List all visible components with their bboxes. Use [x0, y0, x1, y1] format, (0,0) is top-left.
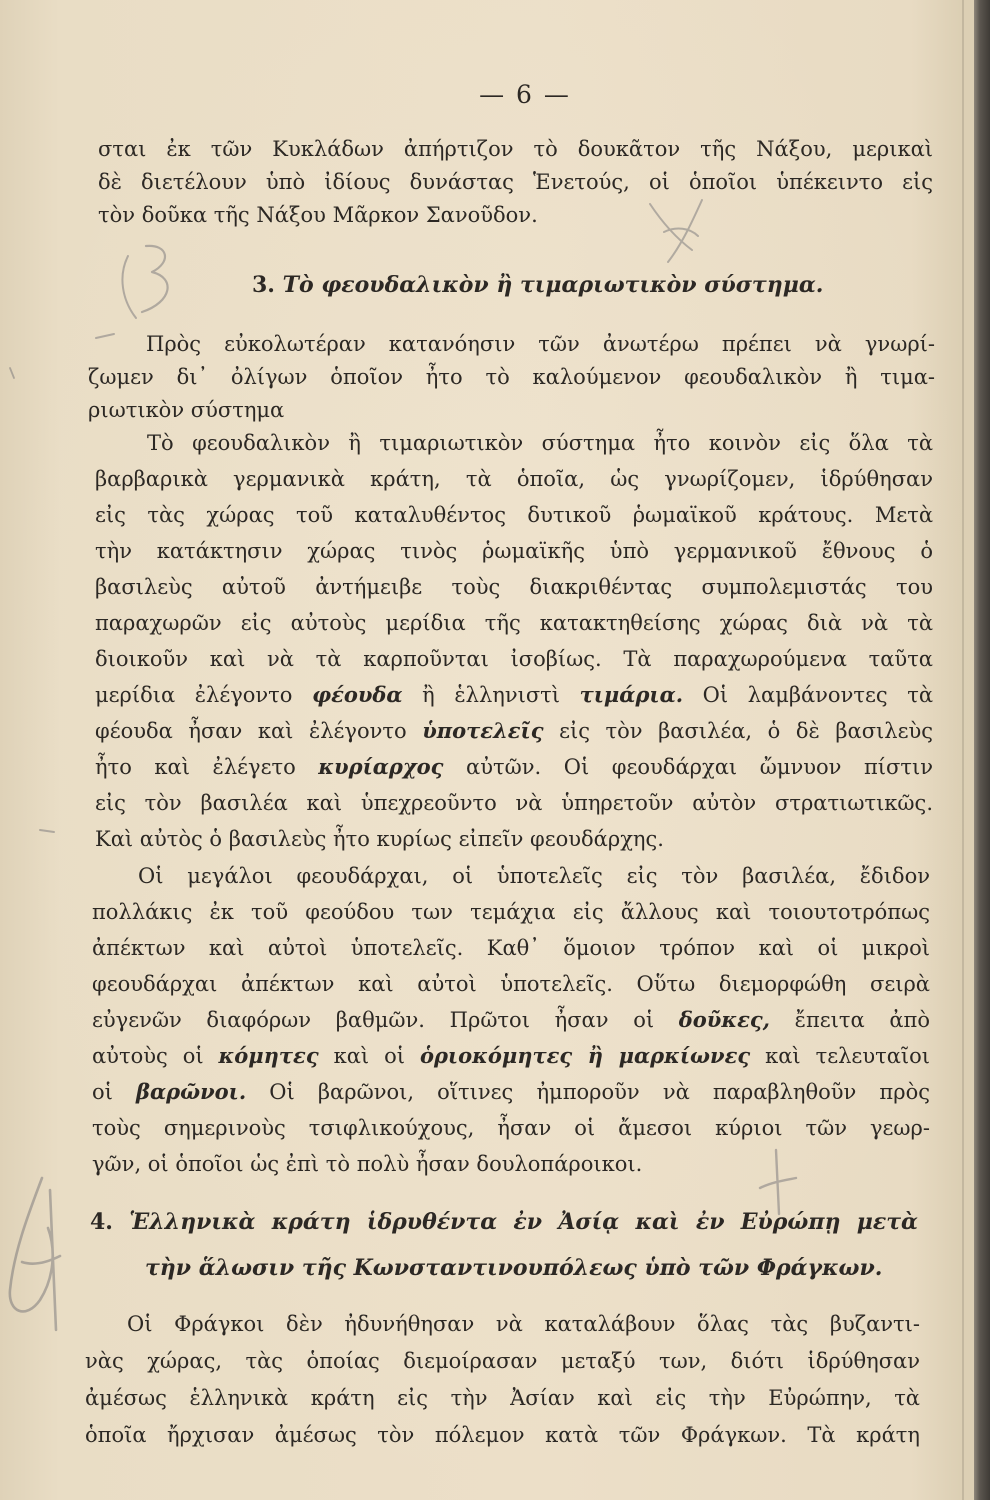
- text-line: [92, 930, 930, 966]
- line-text: βαρβαρικὰ γερμανικὰ κράτη, τὰ ὁποῖα, ὡς γνωρίζομεν, ἱδρύθησαν: [95, 467, 933, 491]
- emphasized-term: δοῦκες,: [678, 1007, 770, 1032]
- text-line: [85, 1380, 920, 1417]
- line-text: καὶ τελευταῖοι: [750, 1044, 930, 1068]
- text-line: [252, 267, 872, 303]
- emphasized-term: ὁριοκόμητες ἢ μαρκίωνες: [419, 1043, 751, 1068]
- line-text: Οἱ βαρῶνοι, οἵτινες ἠμποροῦν νὰ παραβληθοῦν πρὸς: [246, 1080, 930, 1104]
- text-line: [85, 1343, 920, 1380]
- line-text: ἀμέσως ἑλληνικὰ κράτη εἰς τὴν Ἀσίαν καὶ εἰς τὴν Εὐρώπην, τὰ: [85, 1386, 920, 1410]
- text-line: [95, 713, 933, 749]
- line-text: ἀπέκτων καὶ αὐτοὶ ὑποτελεῖς. Καθ᾽ ὅμοιον τρόπον καὶ οἱ μικροὶ: [92, 936, 930, 960]
- text-line: [95, 425, 933, 461]
- scan-edge: [974, 0, 990, 1500]
- text-line: [92, 966, 930, 1002]
- emphasized-term: φέουδα: [312, 682, 403, 707]
- line-text: βασιλεὺς αὐτοῦ ἀντήμειβε τοὺς διακριθέντας συμπολεμιστάς του: [95, 575, 933, 599]
- emphasized-term: κυρίαρχος: [318, 754, 444, 779]
- paragraph: [85, 1306, 920, 1454]
- paragraph: [92, 858, 930, 1182]
- paragraph: [98, 133, 933, 232]
- text-line: [98, 133, 933, 166]
- section-number: 3.: [252, 272, 275, 298]
- line-text: Οἱ Φράγκοι δὲν ἠδυνήθησαν νὰ καταλάβουν ὅλας τὰς βυζαντι-: [127, 1312, 920, 1336]
- text-line: [85, 1306, 920, 1343]
- line-text: φέουδα ἦσαν καὶ ἐλέγοντο: [95, 719, 423, 743]
- section-heading: [90, 1199, 918, 1291]
- text-line: [92, 858, 930, 894]
- text-line: [88, 361, 935, 394]
- section-heading: [252, 267, 872, 303]
- line-text: Καὶ αὐτὸς ὁ βασιλεὺς ἦτο κυρίως εἰπεῖν φεουδάρχης.: [95, 827, 664, 851]
- emphasized-term: κόμητες: [218, 1043, 319, 1068]
- line-text: Τὸ φεουδαλικὸν ἢ τιμαριωτικὸν σύστημα.: [282, 272, 824, 298]
- pencil-bracket-mark: [122, 256, 136, 318]
- line-text: διοικοῦν καὶ νὰ τὰ καρποῦνται ἰσοβίως. Τὰ παραχωρούμενα ταῦτα: [95, 647, 933, 671]
- text-line: [95, 785, 933, 821]
- line-text: Οἱ μεγάλοι φεουδάρχαι, οἱ ὑποτελεῖς εἰς τὸν βασιλέα, ἔδιδον: [138, 864, 930, 888]
- paragraph: [95, 425, 933, 857]
- line-text: Ἑλληνικὰ κράτη ἱδρυθέντα ἐν Ἀσίᾳ καὶ ἐν Εὐρώπῃ μετὰ: [129, 1209, 918, 1235]
- line-text: ζωμεν δι᾽ ὀλίγων ὁποῖον ἦτο τὸ καλούμενον φεουδαλικὸν ἢ τιμα-: [88, 365, 935, 389]
- line-text: παραχωρῶν εἰς αὐτοὺς μερίδια τῆς κατακτηθείσης χώρας διὰ νὰ τὰ: [95, 611, 933, 635]
- line-text: Τὸ φεουδαλικὸν ἢ τιμαριωτικὸν σύστημα ἦτο κοινὸν εἰς ὅλα τὰ: [147, 431, 933, 455]
- emphasized-term: βαρῶνοι.: [136, 1079, 247, 1104]
- text-line: [90, 1199, 918, 1245]
- line-text: οἱ: [92, 1080, 137, 1104]
- page-number: — 6 —: [479, 80, 571, 109]
- text-line: [90, 1245, 918, 1291]
- line-text: ἔπειτα ἀπὸ: [769, 1008, 930, 1032]
- pencil-tick-mark: [10, 368, 14, 378]
- line-text: ἦτο καὶ ἐλέγετο: [95, 755, 319, 779]
- line-text: Πρὸς εὐκολωτέραν κατανόησιν τῶν ἀνωτέρω πρέπει νὰ γνωρί-: [146, 332, 935, 356]
- line-text: μερίδια ἐλέγοντο: [95, 683, 313, 707]
- text-line: [88, 328, 935, 361]
- text-line: [92, 894, 930, 930]
- text-line: [95, 497, 933, 533]
- text-line: [92, 1074, 930, 1110]
- line-text: καὶ οἱ: [318, 1044, 420, 1068]
- line-text: εὐγενῶν διαφόρων βαθμῶν. Πρῶτοι ἦσαν οἱ: [92, 1008, 679, 1032]
- section-number: 4.: [90, 1209, 113, 1235]
- text-line: [95, 749, 933, 785]
- text-line: [92, 1002, 930, 1038]
- text-line: [95, 641, 933, 677]
- line-text: τὴν ἅλωσιν τῆς Κωνσταντινουπόλεως ὑπὸ τῶν Φράγκων.: [145, 1255, 883, 1281]
- line-text: τὸν δοῦκα τῆς Νάξου Μᾶρκον Σανοῦδον.: [98, 203, 538, 227]
- line-text: τοὺς σημερινοὺς τσιφλικούχους, ἦσαν οἱ ἄμεσοι κύριοι τῶν γεωρ-: [92, 1116, 930, 1140]
- text-line: [95, 677, 933, 713]
- paragraph: [88, 328, 935, 427]
- pencil-dash-mark: [40, 830, 54, 832]
- text-line: [95, 821, 933, 857]
- line-text: γῶν, οἱ ὁποῖοι ὡς ἐπὶ τὸ πολὺ ἦσαν δουλοπάροικοι.: [92, 1152, 643, 1176]
- line-text: ὁποῖα ἤρχισαν ἀμέσως τὸν πόλεμον κατὰ τῶν Φράγκων. Τὰ κράτη: [85, 1423, 920, 1447]
- text-line: [98, 166, 933, 199]
- text-line: [95, 461, 933, 497]
- line-text: νὰς χώρας, τὰς ὁποίας διεμοίρασαν μεταξύ των, διότι ἱδρύθησαν: [85, 1349, 920, 1373]
- line-text: εἰς τὰς χώρας τοῦ καταλυθέντος δυτικοῦ ῥωμαϊκοῦ κράτους. Μετὰ: [95, 503, 933, 527]
- line-text: φεουδάρχαι ἀπέκτων καὶ αὐτοὶ ὑποτελεῖς. Οὕτω διεμορφώθη σειρὰ: [92, 972, 930, 996]
- emphasized-term: τιμάρια.: [579, 682, 684, 707]
- text-line: [92, 1110, 930, 1146]
- pencil-margin-numeral-mark: [10, 1178, 60, 1330]
- line-text: σται ἐκ τῶν Κυκλάδων ἀπήρτιζον τὸ δουκᾶτον τῆς Νάξου, μερικαὶ: [98, 137, 933, 161]
- text-line: [85, 1417, 920, 1454]
- line-text: τὴν κατάκτησιν χώρας τινὸς ῥωμαϊκῆς ὑπὸ γερμανικοῦ ἔθνους ὁ: [95, 539, 933, 563]
- text-line: [98, 199, 933, 232]
- line-text: ἢ ἑλληνιστὶ: [402, 683, 580, 707]
- text-line: [95, 569, 933, 605]
- line-text: εἰς τὸν βασιλέα καὶ ὑπεχρεοῦντο νὰ ὑπηρετοῦν αὐτὸν στρατιωτικῶς.: [95, 791, 933, 815]
- text-line: [95, 533, 933, 569]
- line-text: ριωτικὸν σύστημα: [88, 398, 285, 422]
- line-text: Οἱ λαμβάνοντες τὰ: [683, 683, 933, 707]
- pencil-numeral-mark: [142, 246, 168, 312]
- line-text: δὲ διετέλουν ὑπὸ ἰδίους δυνάστας Ἑνετούς, οἱ ὁποῖοι ὑπέκειντο εἰς: [98, 170, 933, 194]
- text-line: [92, 1146, 930, 1182]
- text-line: [88, 394, 935, 427]
- line-text: εἰς τὸν βασιλέα, ὁ δὲ βασιλεὺς: [543, 719, 933, 743]
- page-fold-shadow: [962, 0, 964, 1500]
- text-line: [95, 605, 933, 641]
- line-text: αὐτοὺς οἱ: [92, 1044, 219, 1068]
- text-line: [92, 1038, 930, 1074]
- line-text: πολλάκις ἐκ τοῦ φεούδου των τεμάχια εἰς ἄλλους καὶ τοιουτοτρόπως: [92, 900, 930, 924]
- emphasized-term: ὑποτελεῖς: [422, 718, 544, 743]
- line-text: αὐτῶν. Οἱ φεουδάρχαι ὤμνυον πίστιν: [443, 755, 933, 779]
